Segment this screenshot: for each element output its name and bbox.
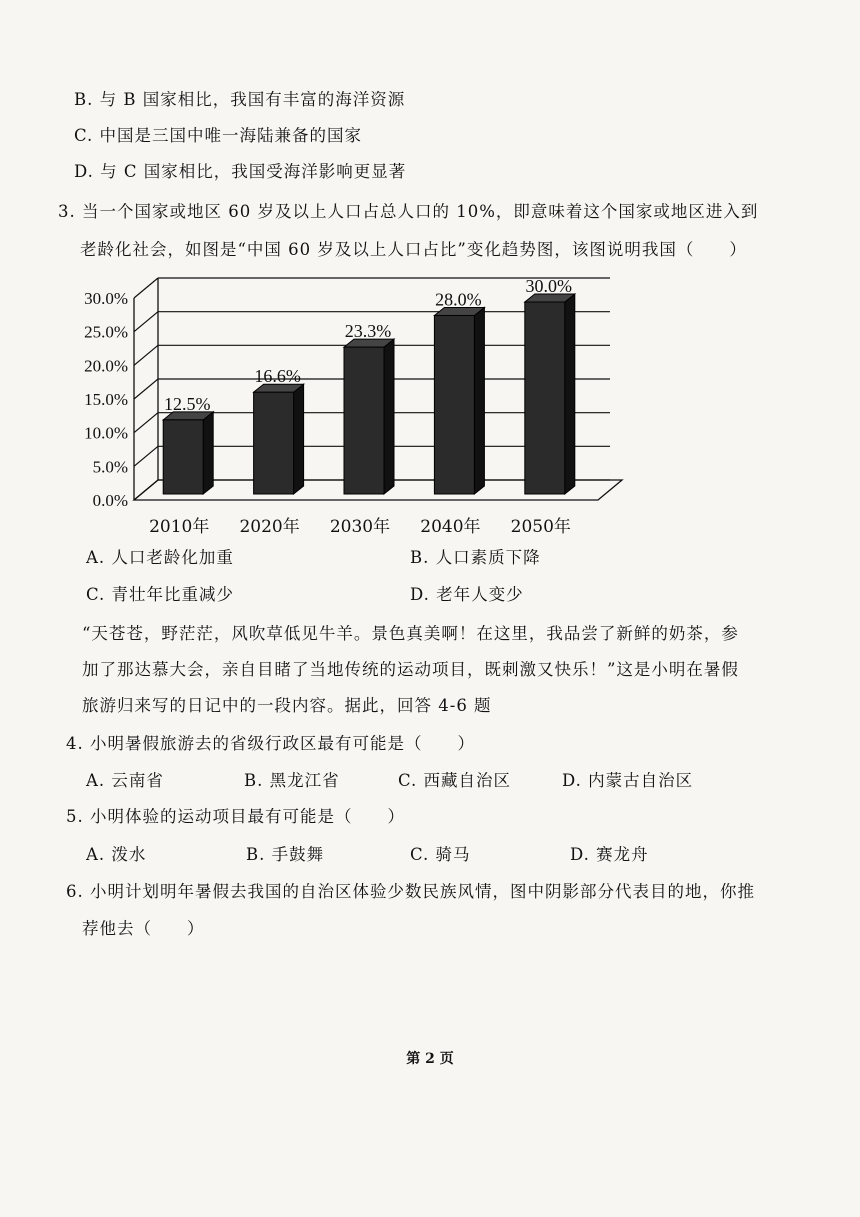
q5-option-c: C. 骑马 <box>410 845 471 864</box>
q4-option-b: B. 黑龙江省 <box>244 771 340 790</box>
gridline-depth <box>134 413 158 433</box>
bar <box>434 315 474 494</box>
page-number: 第 2 页 <box>406 1051 454 1067</box>
bar-side <box>565 294 575 494</box>
bar-value-label: 23.3% <box>344 321 392 342</box>
y-tick-label: 10.0% <box>84 423 128 443</box>
bar-value-label: 28.0% <box>435 289 482 310</box>
q4-stem: 4. 小明暑假旅游去的省级行政区最有可能是（ ） <box>66 734 475 753</box>
q6-stem-line1: 6. 小明计划明年暑假去我国的自治区体验少数民族风情，图中阴影部分代表目的地，你推 <box>66 882 755 901</box>
bar-value-label: 16.6% <box>254 366 301 387</box>
y-tick-label: 5.0% <box>92 457 128 477</box>
gridline-depth <box>134 345 158 365</box>
x-category-label: 2010年 <box>149 517 210 537</box>
q6-stem-line2: 荐他去（ ） <box>82 919 205 938</box>
y-tick-label: 0.0% <box>92 491 128 510</box>
x-category-label: 2050年 <box>510 517 571 537</box>
y-tick-label: 30.0% <box>84 289 128 308</box>
q2-option-b: B. 与 B 国家相比，我国有丰富的海洋资源 <box>74 90 406 109</box>
x-category-label: 2020年 <box>239 517 300 537</box>
q5-option-d: D. 赛龙舟 <box>570 845 649 864</box>
q2-option-c: C. 中国是三国中唯一海陆兼备的国家 <box>74 126 363 145</box>
passage-line3: 旅游归来写的日记中的一段内容。据此，回答 4-6 题 <box>82 696 492 715</box>
gridline-depth <box>134 446 158 466</box>
bar-side <box>474 307 484 494</box>
q3-stem-line1: 3. 当一个国家或地区 60 岁及以上人口占总人口的 10%，即意味着这个国家或地区进入到 <box>58 202 759 221</box>
q4-option-c: C. 西藏自治区 <box>398 771 512 790</box>
bar <box>525 302 565 494</box>
q4-option-a: A. 云南省 <box>86 771 164 790</box>
aging-population-chart <box>70 262 630 540</box>
chart-labels <box>84 276 572 537</box>
passage-line1: “天苍苍，野茫茫，风吹草低见牛羊。景色真美啊！在这里，我品尝了新鲜的奶茶，参 <box>82 624 739 643</box>
q5-option-b: B. 手鼓舞 <box>246 845 325 864</box>
bar <box>344 347 384 494</box>
q2-option-d: D. 与 C 国家相比，我国受海洋影响更显著 <box>74 162 407 181</box>
x-category-label: 2030年 <box>329 517 391 537</box>
passage-line2: 加了那达慕大会，亲自目睹了当地传统的运动项目，既刺激又快乐！”这是小明在暑假 <box>82 660 739 679</box>
q3-option-d: D. 老年人变少 <box>410 585 524 604</box>
q5-option-a: A. 泼水 <box>86 845 147 864</box>
bar-side <box>203 412 213 494</box>
bar-value-label: 12.5% <box>163 393 211 414</box>
bar-side <box>294 384 304 494</box>
y-tick-label: 25.0% <box>84 322 128 342</box>
q3-option-a: A. 人口老龄化加重 <box>86 548 234 567</box>
bar <box>254 392 294 494</box>
x-category-label: 2040年 <box>420 517 481 537</box>
bar <box>163 420 203 494</box>
q3-stem-line2: 老龄化社会，如图是“中国 60 岁及以上人口占比”变化趋势图，该图说明我国（ ） <box>80 240 747 259</box>
q3-option-c: C. 青壮年比重减少 <box>86 585 235 604</box>
bar-side <box>384 339 394 494</box>
q5-stem: 5. 小明体验的运动项目最有可能是（ ） <box>66 807 405 826</box>
q3-option-b: B. 人口素质下降 <box>410 548 541 567</box>
y-tick-label: 15.0% <box>84 390 128 409</box>
y-tick-label: 20.0% <box>84 356 128 376</box>
q4-option-d: D. 内蒙古自治区 <box>562 771 694 790</box>
gridline-depth <box>134 312 158 332</box>
gridline-depth <box>134 379 158 399</box>
gridline-depth <box>134 278 158 298</box>
bar-value-label: 30.0% <box>525 276 573 296</box>
